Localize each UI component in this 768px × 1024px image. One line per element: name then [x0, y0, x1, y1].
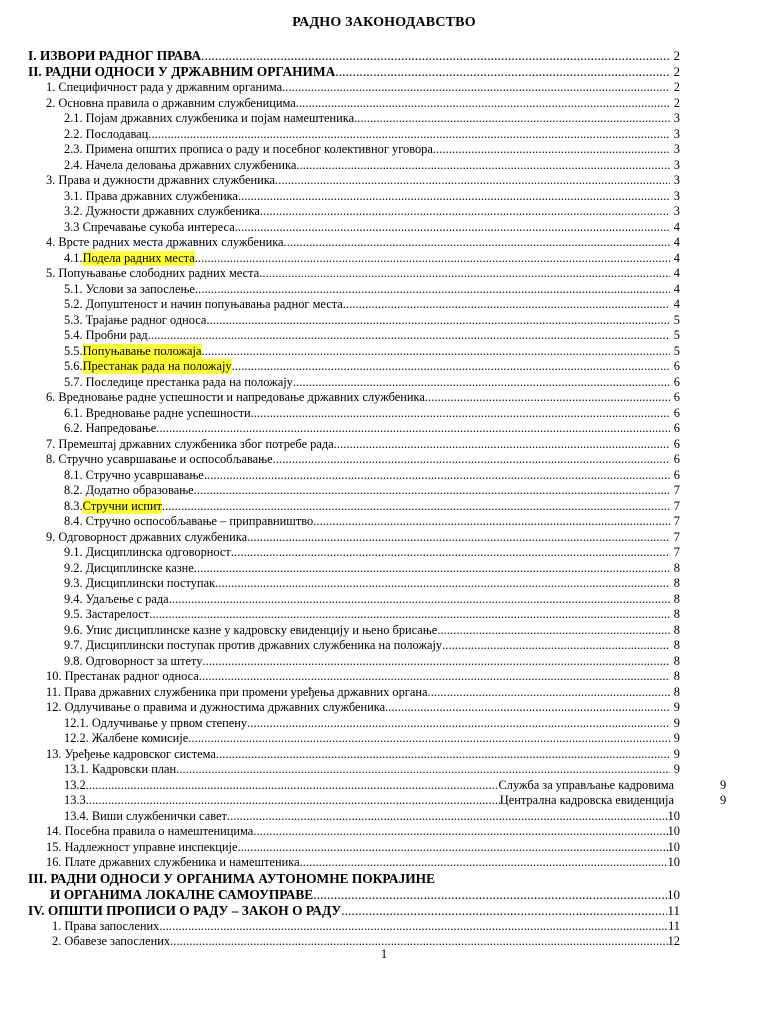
toc-entry-label: 2.2. Послодавац — [64, 126, 149, 141]
toc-entry[interactable] — [0, 127, 768, 142]
toc-entry-page: 12 — [667, 934, 680, 948]
dot-leader — [251, 406, 670, 421]
dot-leader — [194, 483, 670, 498]
toc-entry[interactable] — [0, 716, 768, 731]
toc-entry-page: 6 — [673, 467, 680, 482]
toc-entry-page: 8 — [673, 653, 680, 668]
toc-entry-page: 10 — [667, 808, 680, 823]
toc-entry[interactable] — [0, 313, 768, 328]
toc-entry-page: 10 — [667, 824, 680, 838]
toc-entry[interactable] — [0, 204, 768, 219]
dot-leader — [334, 437, 670, 452]
dot-leader — [159, 919, 668, 934]
toc-entry-page: 4 — [673, 235, 680, 249]
toc-entry-label: 9.6. Упис дисциплинске казне у кадровску евиденцију и њено брисање — [64, 622, 438, 637]
dot-leader — [227, 809, 668, 824]
toc-entry-page: 8 — [673, 622, 680, 637]
toc-entry-label: 5.7. Последице престанка рада на положају — [64, 374, 293, 389]
toc-entry-label: 9.8. Одговорност за штету — [64, 653, 203, 668]
toc-entry[interactable] — [0, 96, 768, 111]
dot-leader — [428, 685, 670, 700]
toc-entry-label: 3.1. Права државних службеника — [64, 188, 238, 203]
toc-entry[interactable] — [0, 142, 768, 157]
dot-leader — [260, 204, 670, 219]
toc-entry[interactable] — [0, 793, 768, 808]
toc-entry[interactable] — [0, 731, 768, 746]
dot-leader — [238, 189, 670, 204]
toc-entry-label: I. ИЗВОРИ РАДНОГ ПРАВА — [28, 48, 202, 63]
dot-leader — [282, 80, 670, 95]
toc-entry-page: 2 — [673, 80, 680, 94]
toc-entry-label: 13.3. — [64, 793, 89, 807]
toc-entry[interactable] — [0, 282, 768, 297]
toc-entry[interactable] — [0, 762, 768, 777]
toc-entry-label: 8.3. — [64, 498, 83, 513]
toc-entry-label: 9.5. Застарелост — [64, 607, 150, 621]
dot-leader — [232, 359, 670, 374]
toc-entry-page: 6 — [673, 405, 680, 420]
toc-entry[interactable] — [0, 747, 768, 762]
dot-leader — [204, 468, 670, 483]
toc-entry[interactable] — [0, 778, 768, 793]
toc-entry[interactable] — [0, 64, 768, 80]
toc-entry-page: 2 — [673, 95, 680, 110]
dot-leader — [259, 266, 670, 281]
toc-entry[interactable] — [0, 576, 768, 591]
toc-entry-page: 4 — [673, 250, 680, 265]
toc-entry-page: 8 — [673, 607, 680, 621]
toc-entry-page: 3 — [673, 188, 680, 203]
toc-entry[interactable] — [0, 452, 768, 467]
toc-entry-label: 4.1. — [64, 250, 83, 265]
toc-entry-page: 6 — [673, 452, 680, 466]
dot-leader — [156, 421, 670, 436]
toc-entry[interactable] — [0, 685, 768, 700]
toc-entry-page: 3 — [673, 142, 680, 156]
toc-entry-page: 10 — [667, 839, 680, 854]
toc-entry-label: 6.1. Вредновање радне успешности — [64, 405, 251, 420]
dot-leader — [195, 251, 670, 266]
dot-leader — [194, 561, 670, 576]
toc-entry[interactable] — [0, 499, 768, 514]
toc-entry[interactable] — [0, 903, 768, 919]
toc-entry[interactable] — [0, 919, 768, 934]
dot-leader — [237, 840, 667, 855]
toc-entry-label: II. РАДНИ ОДНОСИ У ДРЖАВНИМ ОРГАНИМА — [28, 64, 336, 79]
toc-entry-page: 10 — [667, 855, 680, 869]
toc-entry-label: 8.1. Стручно усавршавање — [64, 467, 204, 482]
toc-entry[interactable] — [0, 561, 768, 576]
dot-leader — [300, 855, 668, 870]
toc-entry-label: 5.1. Услови за запослење — [64, 281, 195, 296]
toc-entry-label: 7. Премештај државних службеника због потребе рада — [46, 436, 334, 451]
dot-leader — [313, 887, 667, 903]
dot-leader — [425, 390, 670, 405]
toc-entry-label: 2. Обавезе запослених — [52, 934, 171, 948]
toc-entry[interactable] — [0, 359, 768, 374]
dot-leader — [216, 747, 670, 762]
toc-entry[interactable] — [0, 700, 768, 715]
toc-entry-label: 16. Плате државних службеника и намештеника — [46, 855, 300, 869]
toc-entry-label: 9. Одговорност државних службеника — [46, 529, 248, 544]
dot-leader — [176, 762, 670, 777]
toc-entry-page: 11 — [667, 902, 680, 918]
toc-entry-label: 5.4. Пробни рад — [64, 328, 148, 342]
toc-entry[interactable] — [0, 514, 768, 529]
toc-entry[interactable] — [0, 297, 768, 312]
toc-entry-page: 8 — [673, 576, 680, 590]
toc-entry[interactable] — [0, 592, 768, 607]
toc-entry-page: 11 — [668, 918, 680, 933]
dot-leader — [385, 700, 670, 715]
toc-entry-page: 7 — [673, 498, 680, 513]
toc-entry-page: 7 — [673, 514, 680, 528]
toc-entry-page: 8 — [673, 669, 680, 683]
toc-entry[interactable] — [0, 80, 768, 95]
toc-entry-page: 8 — [673, 684, 680, 699]
toc-entry-label: 5.2. Допуштеност и начин попуњавања радног места — [64, 297, 343, 311]
toc-entry-page: 8 — [673, 638, 680, 652]
toc-entry-page: 6 — [673, 390, 680, 404]
toc-entry-page: 8 — [673, 560, 680, 575]
toc-entry-label: 3.2. Дужности државних службеника — [64, 204, 260, 218]
toc-entry-label: 6. Вредновање радне успешности и напредовање државних службеника — [46, 390, 425, 404]
toc-entry-page: 2 — [673, 48, 680, 63]
toc-entry-label: IV. ОПШТИ ПРОПИСИ О РАДУ – ЗАКОН О РАДУ — [28, 902, 342, 918]
dot-leader — [89, 793, 500, 808]
dot-leader — [195, 282, 670, 297]
dot-leader — [442, 638, 670, 653]
toc-entry-page: 7 — [673, 529, 680, 544]
toc-entry-label: 5.5. — [64, 343, 83, 358]
toc-entry[interactable] — [0, 638, 768, 653]
dot-leader — [149, 607, 670, 622]
toc-entry-page: 3 — [673, 157, 680, 172]
toc-entry-page: 9 — [720, 777, 727, 792]
toc-entry[interactable] — [0, 483, 768, 498]
dot-leader — [247, 716, 670, 731]
toc-entry-page: 9 — [720, 793, 727, 807]
toc-entry-label: 9.3. Дисциплински поступак — [64, 576, 216, 590]
dot-leader — [296, 96, 670, 111]
toc-entry-page: 5 — [673, 343, 680, 358]
toc-entry-page: 9 — [673, 731, 680, 745]
dot-leader — [341, 903, 667, 919]
toc-entry-page: 9 — [673, 715, 680, 730]
toc-entry[interactable] — [0, 48, 768, 64]
toc-entry[interactable] — [0, 607, 768, 622]
dot-leader — [247, 530, 670, 545]
highlighted-text: Престанак рада на положају — [82, 359, 232, 373]
dot-leader — [188, 731, 670, 746]
toc-entry-label: 2. Основна правила о државним службеницима — [46, 95, 296, 110]
toc-entry[interactable] — [0, 421, 768, 436]
toc-entry-label: 2.3. Примена општих прописа о раду и посебног колективног уговора — [64, 142, 433, 156]
dot-leader — [169, 592, 670, 607]
toc-entry-label: 9.1. Дисциплинска одговорност — [64, 545, 231, 559]
toc-entry-page: 7 — [673, 483, 680, 497]
toc-entry[interactable] — [0, 406, 768, 421]
toc-entry-label: 6.2. Напредовање — [64, 421, 157, 435]
toc-entry-page: 6 — [673, 421, 680, 435]
toc-entry-label: 10. Престанак радног односа — [46, 669, 199, 683]
toc-entry-label: 8.2. Додатно образовање — [64, 483, 194, 497]
toc-entry[interactable] — [0, 654, 768, 669]
toc-entry[interactable] — [0, 251, 768, 266]
highlighted-text: Подела радних места — [82, 250, 195, 265]
toc-entry-page: 5 — [673, 328, 680, 342]
toc-entry-label: 8. Стручно усавршавање и оспособљавање — [46, 452, 273, 466]
toc-entry-page: 4 — [673, 219, 680, 234]
toc-entry-label: 3. Права и дужности државних службеника — [46, 173, 276, 187]
dot-leader — [148, 127, 670, 142]
toc-entry[interactable] — [0, 266, 768, 281]
toc-entry[interactable] — [0, 390, 768, 405]
toc-entry-label: 9.4. Удаљење с рада — [64, 591, 169, 606]
toc-entry[interactable] — [0, 840, 768, 855]
toc-entry-label: 3.3 Спречавање сукоба интереса — [64, 219, 235, 234]
dot-leader — [354, 111, 670, 126]
toc-entry-tail: Централна кадровска евиденција — [499, 793, 674, 807]
toc-entry-page: 3 — [673, 204, 680, 218]
toc-entry-label: 12.2. Жалбене комисије — [64, 731, 189, 745]
toc-entry-label: 9.2. Дисциплинске казне — [64, 560, 194, 575]
highlighted-text: Попуњавање положаја — [82, 343, 202, 358]
toc-entry-page: 9 — [673, 746, 680, 761]
toc-entry[interactable] — [0, 344, 768, 359]
toc-entry-label: 5.6. — [64, 359, 83, 373]
dot-leader — [202, 344, 670, 359]
toc-entry[interactable] — [0, 871, 768, 887]
dot-leader — [343, 297, 670, 312]
toc-entry-label: III. РАДНИ ОДНОСИ У ОРГАНИМА АУТОНОМНЕ ПОКРАЈИНЕ — [28, 870, 436, 886]
toc-entry-label: 1. Права запослених — [52, 918, 160, 933]
toc-entry-page: 6 — [673, 436, 680, 451]
toc-entry[interactable] — [0, 468, 768, 483]
toc-entry[interactable] — [0, 328, 768, 343]
toc-entry[interactable] — [0, 809, 768, 824]
dot-leader — [437, 623, 670, 638]
toc-entry-label: 2.4. Начела деловања државних службеника — [64, 157, 297, 172]
toc-entry[interactable] — [0, 173, 768, 188]
toc-entry-page: 6 — [673, 359, 680, 373]
toc-entry-label: 9.7. Дисциплински поступак против државних службеника на положају — [64, 638, 443, 652]
toc-entry-page: 7 — [673, 545, 680, 559]
dot-leader — [433, 142, 670, 157]
toc-entry-label: 5. Попуњавање слободних радних места — [46, 266, 260, 280]
toc-entry[interactable] — [0, 235, 768, 250]
toc-entry-label: 2.1. Појам државних службеника и појам намештеника — [64, 111, 355, 125]
dot-leader — [313, 514, 670, 529]
dot-leader — [235, 220, 670, 235]
toc-entry-label: 1. Специфичност рада у државним органима — [46, 80, 283, 94]
toc-entry-page: 9 — [673, 762, 680, 776]
toc-entry-label: И ОРГАНИМА ЛОКАЛНЕ САМОУПРАВЕ — [50, 886, 314, 902]
toc-entry[interactable] — [0, 220, 768, 235]
dot-leader — [284, 235, 670, 250]
toc-entry[interactable] — [0, 158, 768, 173]
dot-leader — [335, 64, 670, 80]
toc-entry-page: 3 — [673, 111, 680, 125]
toc-entry[interactable] — [0, 669, 768, 684]
dot-leader — [215, 576, 670, 591]
toc-entry-continuation[interactable] — [0, 887, 768, 903]
toc-entry[interactable] — [0, 530, 768, 545]
toc-entry-label: 8.4. Стручно оспособљавање – приправништво — [64, 514, 314, 528]
toc-entry[interactable] — [0, 623, 768, 638]
toc-entry-label: 5.3. Трајање радног односа — [64, 312, 207, 327]
toc-entry-label: 12.1. Одлучивање у првом степену — [64, 715, 248, 730]
toc-entry-page: 4 — [673, 281, 680, 296]
toc-entry-label: 14. Посебна правила о намештеницима — [46, 824, 254, 838]
toc-entry[interactable] — [0, 855, 768, 870]
dot-leader — [206, 313, 670, 328]
toc-entry-label: 13.4. Виши службенички савет — [64, 808, 227, 823]
toc-entry[interactable] — [0, 437, 768, 452]
toc-entry-label: 13. Уређење кадровског система — [46, 746, 216, 761]
toc-entry-page: 6 — [673, 374, 680, 389]
dot-leader — [199, 669, 670, 684]
toc-entry-label: 15. Надлежност управне инспекције — [46, 839, 238, 854]
toc-entry-page: 3 — [673, 173, 680, 187]
toc-entry-tail: Служба за управљање кадровима — [498, 777, 674, 792]
toc-entry-page: 5 — [673, 312, 680, 327]
toc-entry[interactable] — [0, 111, 768, 126]
toc-entry-page: 4 — [673, 297, 680, 311]
toc-entry[interactable] — [0, 824, 768, 839]
toc-entry[interactable] — [0, 545, 768, 560]
toc-entry-page: 2 — [673, 64, 680, 79]
toc-entry-label: 4. Врсте радних места државних службеника — [46, 235, 284, 249]
toc-entry[interactable] — [0, 375, 768, 390]
toc-entry-page: 10 — [667, 886, 680, 902]
dot-leader — [296, 158, 670, 173]
toc-entry-page: 3 — [673, 126, 680, 141]
toc-entry-label: 12. Одлучивање о правима и дужностима државних службеника — [46, 700, 386, 714]
toc-entry-page: 8 — [673, 591, 680, 606]
dot-leader — [273, 452, 670, 467]
toc-entry-page: 4 — [673, 266, 680, 280]
page-number: 1 — [380, 946, 388, 961]
dot-leader — [231, 545, 670, 560]
highlighted-text: Стручни испит — [82, 498, 162, 513]
dot-leader — [202, 654, 670, 669]
document-title: РАДНО ЗАКОНОДАВСТВО — [292, 15, 476, 30]
toc-entry-label: 13.1. Кадровски план — [64, 762, 177, 776]
dot-leader — [89, 778, 499, 793]
toc-entry-label: 13.2. — [64, 777, 89, 792]
dot-leader — [293, 375, 670, 390]
dot-leader — [253, 824, 667, 839]
dot-leader — [148, 328, 670, 343]
toc-entry[interactable] — [0, 189, 768, 204]
dot-leader — [201, 48, 670, 64]
dot-leader — [162, 499, 670, 514]
dot-leader — [275, 173, 670, 188]
toc-entry-page: 9 — [673, 700, 680, 714]
toc-entry-label: 11. Права државних службеника при промени уређења државних органа — [46, 684, 428, 699]
